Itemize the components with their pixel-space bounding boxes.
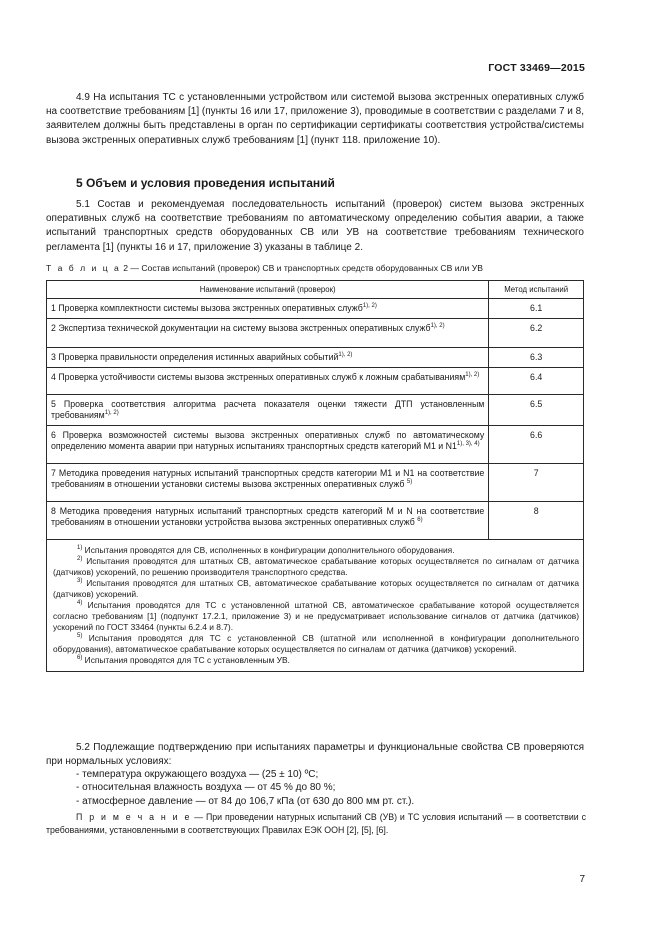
test-method: 8 <box>489 502 584 540</box>
test-method: 6.4 <box>489 368 584 395</box>
table-row <box>47 464 584 502</box>
condition-temperature: - температура окружающего воздуха — (25 ± 10) ºС; <box>76 769 319 780</box>
footnote: $^{4)}$ Испытания проводятся для ТС с установленной штатной СВ, автоматическое срабатывание которой осуществляется согласно требованиям [1] (подпункт 17.2.1, приложение 3) и не предусматривает использование сигналов от датчика (датчиков) ускорений по ГОСТ 33464 (пункты 6.2.4 и 8.7). <box>53 600 579 632</box>
footnote-ref: 5) <box>406 479 413 485</box>
test-name: 2 Экспертиза технической документации на систему вызова экстренных оперативных служб$^{1), 2)}$ <box>47 319 489 348</box>
test-method: 6.1 <box>489 299 584 319</box>
footnote: $^{2)}$ Испытания проводятся для штатных СВ, автоматическое срабатывание которых осуществляется по сигналам от датчика (датчиков) ускорений, по решению производителя транспортного средства. <box>53 556 579 577</box>
test-name: 5 Проверка соответствия алгоритма расчета показателя оценки тяжести ДТП установленным требованиям$^{1), 2)}$ <box>47 395 489 426</box>
footnote: $^{6)}$ Испытания проводятся для ТС с установленным УВ. <box>77 655 290 665</box>
table-row <box>47 368 584 395</box>
test-method: 6.3 <box>489 348 584 368</box>
note-label: П р и м е ч а н и е <box>76 812 192 822</box>
table-row <box>47 348 584 368</box>
note-text: — При проведении натурных испытаний СВ (УВ) и ТС условия испытаний — в соответствии с требованиями, установленными в соответствующих Правилах ЕЭК ООН [2], [5], [6]. <box>46 812 586 835</box>
table-row <box>47 299 584 319</box>
footnote: $^{1)}$ Испытания проводятся для СВ, исполненных в конфигурации дополнительного оборудования. <box>77 545 455 555</box>
table-row <box>47 319 584 348</box>
paragraph-4-9: 4.9 На испытания ТС с установленными устройством или системой вызова экстренных оперативных служб на соответствие требованиям [1] (пункты 16 или 17, приложение 3), проводимые в соответствии с разделами 7 и 8, заявителем должны быть представлены в орган по сертификации сертификаты соответствия устройства/системы вызова экстренных оперативных служб требованиям [1] (пункт 118. приложение 10). <box>46 92 584 146</box>
table-row <box>47 502 584 540</box>
footnote: $^{3)}$ Испытания проводятся для штатных СВ, автоматическое срабатывание которых осуществляется по сигналам от датчика (датчиков) ускорений. <box>53 578 579 599</box>
condition-pressure: - атмосферное давление — от 84 до 106,7 кПа (от 630 до 800 мм рт. ст.). <box>76 796 415 807</box>
test-name: 4 Проверка устойчивости системы вызова экстренных оперативных служб к ложным срабатываниям$^{1), 2)}$ <box>47 368 489 395</box>
paragraph-5-1: 5.1 Состав и рекомендуемая последовательность испытаний (проверок) систем вызова экстренных оперативных служб на соответствие требованиям по автоматическому определению события аварии, а также испытаний транспортных средств оборудованных СВ или УВ на соответствие требованиям технического регламента [1] (пункты 16 и 17, приложение 3) указаны в таблице 2. <box>46 199 584 253</box>
section-title: 5 Объем и условия проведения испытаний <box>76 176 335 190</box>
footnote-ref: 1), 2) <box>362 303 377 309</box>
table-caption-text: 2 — Состав испытаний (проверок) СВ и транспортных средств оборудованных СВ или УВ <box>123 263 483 273</box>
footnote-ref: 1), 2) <box>338 352 353 358</box>
test-method: 6.6 <box>489 426 584 464</box>
test-method: 6.2 <box>489 319 584 348</box>
document-code: ГОСТ 33469—2015 <box>488 62 585 74</box>
test-name: 7 Методика проведения натурных испытаний транспортных средств категории М1 и N1 на соответствие требованиям в отношении установки системы вызова экстренных оперативных служб $^{5)}$ <box>47 464 489 502</box>
table-caption-label: Т а б л и ц а <box>46 263 121 273</box>
table-caption <box>46 262 586 274</box>
table-row <box>47 426 584 464</box>
test-method: 6.5 <box>489 395 584 426</box>
table-header-row <box>47 281 584 299</box>
footnote-ref: 1), 2) <box>430 323 445 329</box>
column-header-method: Метод испытаний <box>489 281 584 299</box>
footnote-ref: 1), 2) <box>104 410 119 416</box>
test-name: 3 Проверка правильности определения истинных аварийных событий$^{1), 2)}$ <box>47 348 489 368</box>
column-header-name: Наименование испытаний (проверок) <box>47 281 489 299</box>
footnotes-row <box>47 540 584 672</box>
test-name: 1 Проверка комплектности системы вызова экстренных оперативных служб$^{1), 2)}$ <box>47 299 489 319</box>
footnote-ref: 1), 2) <box>465 372 480 378</box>
test-method: 7 <box>489 464 584 502</box>
page-number: 7 <box>579 874 585 885</box>
table-footnotes <box>47 540 584 672</box>
paragraph-5-2: 5.2 Подлежащие подтверждению при испытаниях параметры и функциональные свойства СВ проверяются при нормальных условиях: <box>46 742 584 768</box>
condition-humidity: - относительная влажность воздуха — от 45 % до 80 %; <box>76 782 336 793</box>
footnote-ref: 6) <box>417 517 423 523</box>
test-name: 8 Методика проведения натурных испытаний транспортных средств категорий М и N на соответствие требованиям в отношении установки устройства вызова экстренных оперативных служб $^{6)}$ <box>47 502 489 540</box>
test-name: 6 Проверка возможностей системы вызова экстренных оперативных служб по автоматическому определению момента аварии при натурных испытаниях транспортных средств категорий М1 и $N1^{1), 3), 4)}$ <box>47 426 489 464</box>
footnote-ref: 1), 3), 4) <box>456 441 480 447</box>
table-row <box>47 395 584 426</box>
footnote: $^{5)}$ Испытания проводятся для ТС с установленной СВ (штатной или исполненной в конфигурации дополнительного оборудования), автоматическое срабатывание которых осуществляется по сигналам от датчика (датчиков) ускорений. <box>53 633 579 654</box>
tests-table <box>46 280 584 672</box>
note <box>46 811 586 836</box>
